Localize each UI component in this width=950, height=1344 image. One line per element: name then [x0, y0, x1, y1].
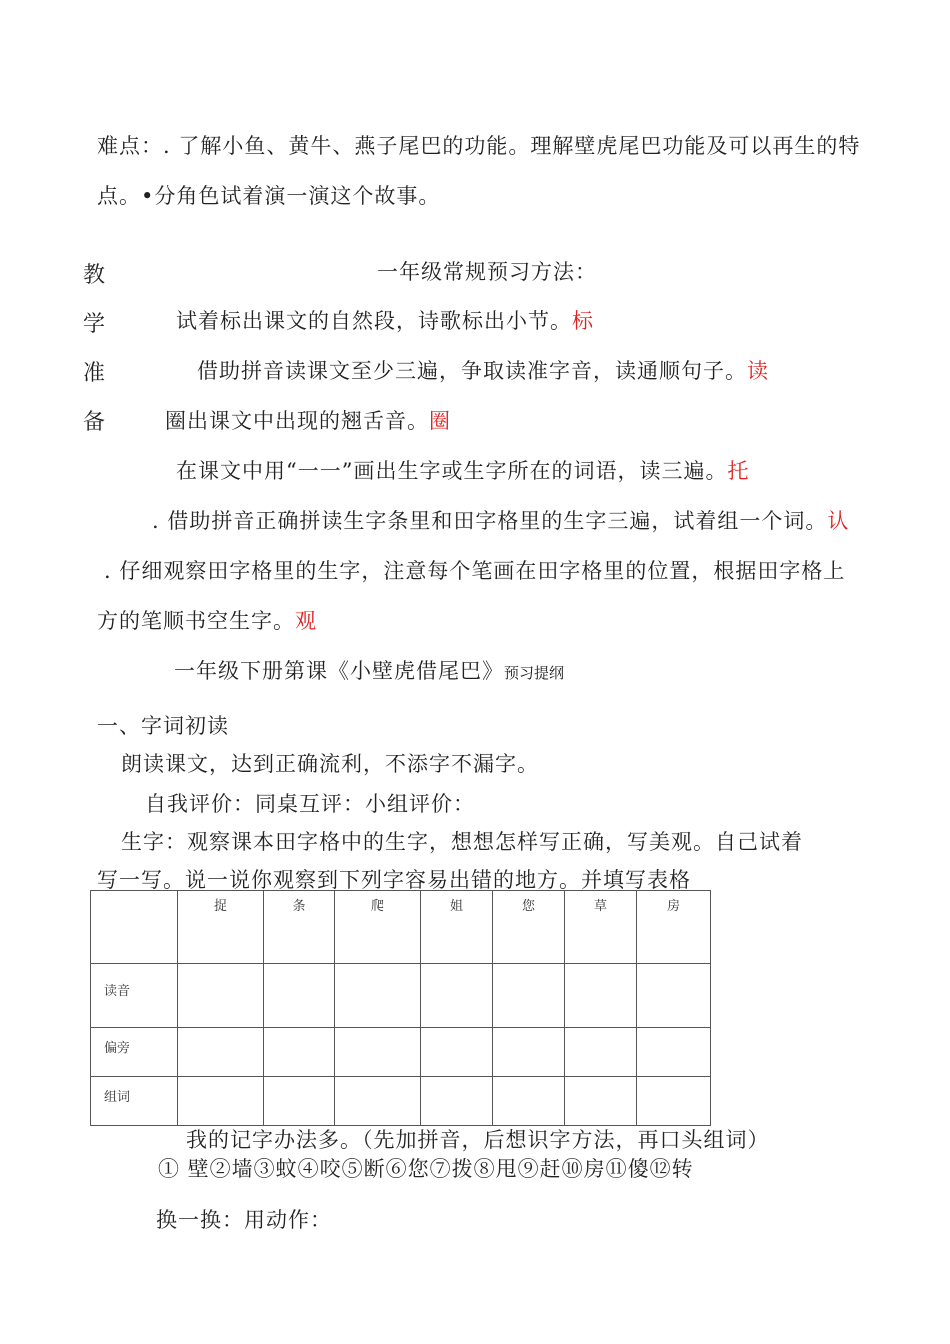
table-cell[interactable]: [493, 1028, 565, 1077]
prep-step-6-line-2: [97, 607, 317, 635]
header-cell: [91, 891, 178, 964]
table-cell[interactable]: [421, 1028, 493, 1077]
table-cell[interactable]: [178, 964, 264, 1028]
prep-step-text: 圈出课文中出现的翘舌音。: [165, 409, 429, 433]
table-header-row: [91, 891, 711, 964]
memory-line: 我的记字办法多。（先加拼音，后想识字方法，再口头组词）: [186, 1128, 770, 1152]
table-row: [91, 1028, 711, 1077]
prep-step-1: [176, 307, 594, 335]
prep-step-text: 方的笔顺书空生字。: [97, 609, 295, 633]
prep-step-tag: 读: [747, 359, 769, 383]
prep-step-4: [176, 457, 749, 485]
read-aloud-line: 朗读课文，达到正确流利，不添字不漏字。: [121, 752, 539, 776]
table-cell[interactable]: [637, 1077, 711, 1126]
row-header: [91, 1028, 178, 1077]
prep-step-2: [197, 357, 769, 385]
prep-step-tag: 标: [572, 309, 594, 333]
table-cell[interactable]: [178, 1077, 264, 1126]
table-cell[interactable]: [565, 1028, 637, 1077]
table-cell[interactable]: [335, 1077, 421, 1126]
table-cell[interactable]: [565, 964, 637, 1028]
side-label-jiao: 教: [83, 263, 106, 288]
prep-step-text: . 借助拼音正确拼读生字条里和田字格里的生字三遍，试着组一个词。: [152, 509, 828, 533]
header-cell: 捉: [178, 891, 264, 964]
table-cell[interactable]: [565, 1077, 637, 1126]
outline-title: [174, 657, 564, 687]
prep-step-5: [152, 507, 849, 535]
table-cell[interactable]: [264, 964, 335, 1028]
prep-step-6-line-1: . 仔细观察田字格里的生字，注意每个笔画在田字格里的位置，根据田字格上: [104, 559, 846, 583]
row-header-label: 组词: [104, 1089, 131, 1105]
header-cell: 您: [493, 891, 565, 964]
prep-step-tag: 圈: [429, 409, 451, 433]
outline-title-suffix: 预习提纲: [504, 664, 565, 682]
side-label-bei: 备: [83, 410, 106, 435]
table-cell[interactable]: [493, 1077, 565, 1126]
prep-step-text: 在课文中用“一一”画出生字或生字所在的词语，读三遍。: [176, 459, 728, 483]
header-cell: 草: [565, 891, 637, 964]
table-cell[interactable]: [493, 964, 565, 1028]
row-header: [91, 964, 178, 1028]
memory-chars: ① 壁②墙③蚊④咬⑤断⑥您⑦拨⑧甩⑨赶⑩房⑪傻⑫转: [158, 1157, 694, 1181]
table-cell[interactable]: [421, 1077, 493, 1126]
table-cell[interactable]: [421, 964, 493, 1028]
header-cell: 房: [637, 891, 711, 964]
prep-step-tag: 认: [827, 509, 850, 533]
prep-heading: 一年级常规预习方法：: [377, 260, 597, 284]
header-cell: 爬: [335, 891, 421, 964]
table-cell[interactable]: [335, 1028, 421, 1077]
outline-title-main: 一年级下册第课《小壁虎借尾巴》: [174, 659, 504, 683]
table-row: [91, 964, 711, 1028]
prep-step-3: [165, 407, 451, 435]
section-heading: 一、字词初读: [97, 714, 229, 738]
prep-step-tag: 观: [295, 609, 317, 633]
prep-step-text: 借助拼音读课文至少三遍，争取读准字音，读通顺句子。: [197, 359, 747, 383]
difficulty-line-1: 难点：. 了解小鱼、黄牛、燕子尾巴的功能。理解壁虎尾巴功能及可以再生的特: [97, 134, 861, 158]
table-cell[interactable]: [637, 964, 711, 1028]
table-cell[interactable]: [637, 1028, 711, 1077]
row-header-label: 偏旁: [104, 1040, 131, 1056]
table-cell[interactable]: [178, 1028, 264, 1077]
evaluation-line: 自我评价：同桌互评：小组评价：: [145, 792, 475, 816]
prep-step-text: 试着标出课文的自然段，诗歌标出小节。: [176, 309, 572, 333]
table-cell[interactable]: [335, 964, 421, 1028]
side-label-zhun: 准: [83, 361, 106, 386]
header-cell: 条: [264, 891, 335, 964]
difficulty-line-2: 点。•分角色试着演一演这个故事。: [97, 184, 441, 208]
table-cell[interactable]: [264, 1077, 335, 1126]
table-row: [91, 1077, 711, 1126]
prep-step-tag: 托: [727, 459, 750, 483]
table-cell[interactable]: [264, 1028, 335, 1077]
row-header-label: 读音: [104, 984, 131, 999]
swap-line: 换一换：用动作：: [156, 1208, 332, 1232]
header-cell: 姐: [421, 891, 493, 964]
shengzi-line-2: 写一写。说一说你观察到下列字容易出错的地方。并填写表格: [97, 868, 691, 892]
shengzi-line-1: 生字：观察课本田字格中的生字，想想怎样写正确，写美观。自己试着: [121, 830, 803, 854]
char-table: [90, 890, 711, 1126]
row-header: [91, 1077, 178, 1126]
side-label-xue: 学: [83, 312, 106, 337]
